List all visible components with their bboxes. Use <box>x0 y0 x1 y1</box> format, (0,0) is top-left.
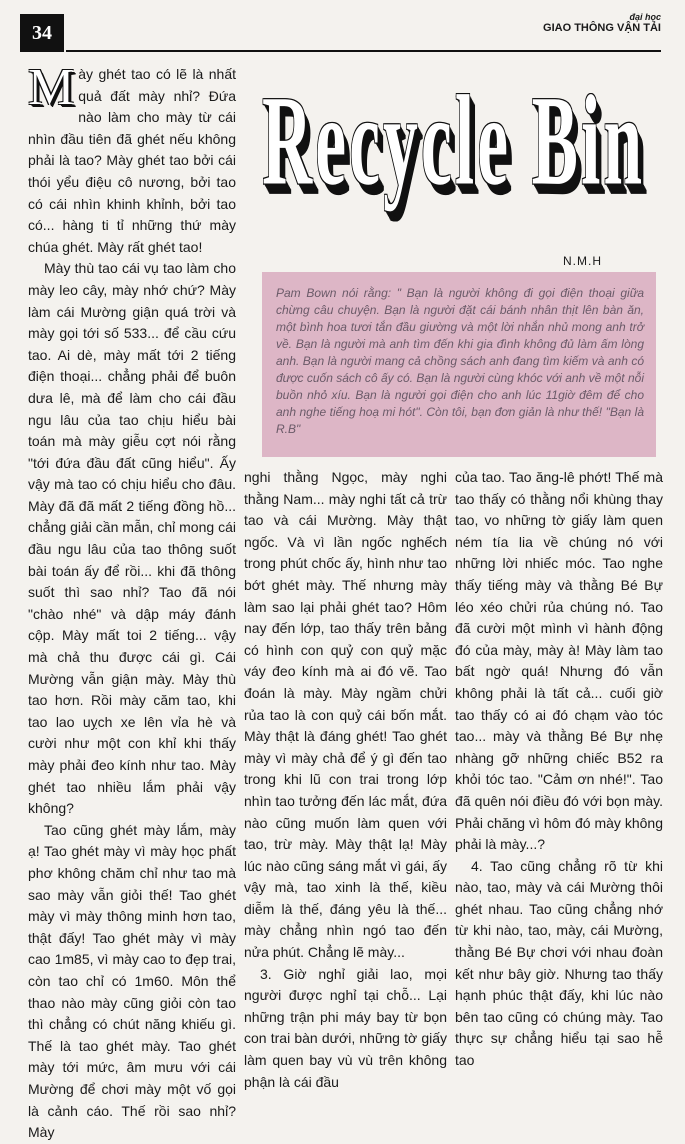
article-title: Recycle Bin <box>262 69 646 213</box>
paragraph-text: ày ghét tao có lẽ là nhất quả đất mày nhỉ? Đứa nào làm cho mày từ cái nhìn đầu tiên đã ghét nếu không phải là tao? Mày ghét tao bởi cái thói yểu điệu cô nương, bởi tao có cái nhìn khinh khỉnh, bởi tao có... hàng ti tỉ những thứ mày chúa ghét. Mày rất ghét tao! <box>28 66 236 255</box>
paragraph: Tao cũng ghét mày lắm, mày ạ! Tao ghét mày vì mày học phất phơ không chăm chỉ như tao mà sao mày vẫn giỏi thế! Tao ghét mày vì mày thông minh hơn tao, thật đấy! Tao ghét mày vì mày cao 1m85, vì mày cao to đẹp trai, còn tao chỉ có 1m60. Môn thể thao nào mày cũng giỏi còn tao thì chẳng có chút năng khiếu gì. Thế là tao ghét mày. Tao ghét mày tới mức, âm mưu với cái Mường để chơi mày một vố gọi là cảnh cáo. Thế rồi sao nhỉ? Mày <box>28 821 236 1141</box>
article-author: N.M.H <box>563 254 602 268</box>
drop-cap: M <box>28 59 75 116</box>
quote-box: Pam Bown nói rằng: " Bạn là người không đi gọi điện thoại giữa chừng câu chuyện. Bạn là người đặt cái bánh nhân thịt lên bàn ăn, một bình hoa tươi tắn đầu giường và một lời nhắn nhủ mong anh trở về. Bạn là người mà anh tìm đến khi gia đình không đủ làm ấm lòng anh. Bạn là người mang cả chồng sách anh đang tìm kiếm và anh có được cuốn sách cô ấy có. Bạn là người cùng khóc với anh về một nỗi buồn nhỏ xíu. Bạn là người gọi điện cho anh lúc 11giờ đêm để cho anh nghe tiếng hoạ mi hót". Còn tôi, bạn đơn giản là như thế! "Bạn là R.B" <box>262 272 656 457</box>
article-column-3 <box>455 467 663 1072</box>
paragraph: của tao. Tao ăng-lê phớt! Thế mà tao thấy có thằng nổi khùng thay tao, vo những tờ giấy làm quen ném tía lia về chúng nó với những lời nhiếc móc. Tao nghe thấy tiếng mày và thằng Bé Bự léo xéo chửi rủa chúng nó. Tao đã cười một mình vì hành động đó của mày, mày à! Mày làm tao bất ngờ quá! Nhưng đó vẫn không phải là tất cả... cuối giờ tao thấy có ai đó chạm vào tóc tao... mày và thằng Bé Bự nhẹ nhàng gỡ những chiếc B52 ra khỏi tóc tao. "Cảm ơn nhé!". Tao đã quên nói điều đó với bọn mày. Phải chăng vì hôm đó mày không phải là mày...? <box>455 469 663 853</box>
publication-line2: GIAO THÔNG VẬN TẢI <box>543 22 661 34</box>
header-rule <box>66 50 661 52</box>
paragraph: Mày thù tao cái vụ tao làm cho mày leo cây, mày nhớ chứ? Mày làm cái Mường giận quá trời và mày gọi tới số 533... để cầu cứu tao. Ai dè, mày mất tới 2 tiếng điện thoại... chẳng phải để buôn dưa lê, mà để làm cho cái đầu ngu lâu của tao chịu hiểu bài toán mà mày giễu cợt nói rằng "tới đứa đầu đất cũng hiểu". Ấy vậy mà tao có chịu hiểu cho đâu. Mày đã đã mất 2 tiếng đồng hồ... chẳng giải cần mẫn, chỉ mong cái đầu ngu lâu của tao thông suốt bài toán ấy để rồi... khi đã thông suốt thì sao nhỉ? Tao đã nói "chào nhé" và dập máy đánh cộp. Mày mất toi 2 tiếng... vậy mà chả thu được cái gì. Cái Mường vẫn giận mày. Mày thù tao hơn. Rồi mày căm tao, khi tao lao uỵch xe lên vỉa hè và cười như một con khỉ khi thấy mày phải đeo kính như tao. Mày ghét tao nhiều lắm phải vậy không? <box>28 260 236 817</box>
page-number: 34 <box>20 14 64 52</box>
paragraph: 4. Tao cũng chẳng rõ từ khi nào, tao, mày và cái Mường thôi ghét nhau. Tao cũng chẳng nhớ từ khi nào, tao, mày, cái Mường, thằng Bé Bự chơi với nhau đoàn kết như bây giờ. Nhưng tao thấy hạnh phúc thật đấy, khi lúc nào bên tao cũng có chúng mày. Tao thực sự chẳng hiểu tại sao hễ tao <box>455 857 663 1069</box>
paragraph: nghi thằng Ngọc, mày nghi thằng Nam... mày nghi tất cả trừ tao và cái Mường. Mày thật ngốc. Và vì lần ngốc nghếch trong phút chốc ấy, hình như tao bớt ghét mày. Thế nhưng mày làm sao lại phải ghét tao? Hôm nay đến lớp, tao thấy trên bảng có hình con quỷ con quỷ mặc váy đeo kính mà ai đó vẽ. Tao đoán là mày. Mày ngầm chửi rủa tao là con quỷ cái bốn mắt. Mày thật là đáng ghét! Tao ghét mày vì mày chả để ý gì đến tao trong khi lũ con trai trong lớp nhìn tao tưởng đến lác mắt, đứa nào cũng muốn làm quen với tao, trừ mày. Mày thật lạ! Mày lúc nào cũng sáng mắt vì gái, ấy vậy mà, tao xinh là thế, kiều diễm là thế, đáng yêu là thế... mày chẳng nhìn ngó tao đến nửa phút. Chẳng lẽ mày... <box>244 469 447 961</box>
publication-header <box>543 12 661 34</box>
article-column-1 <box>28 59 236 1144</box>
article-column-2 <box>244 467 447 1093</box>
paragraph: 3. Giờ nghỉ giải lao, mọi người được nghỉ tại chỗ... Lại những trận phi máy bay từ bọn con trai bàn dưới, những tờ giấy làm quen bay vù vù trên không phận là cái đầu <box>244 965 447 1090</box>
publication-line1: đại học <box>629 12 661 22</box>
paragraph <box>28 59 236 258</box>
